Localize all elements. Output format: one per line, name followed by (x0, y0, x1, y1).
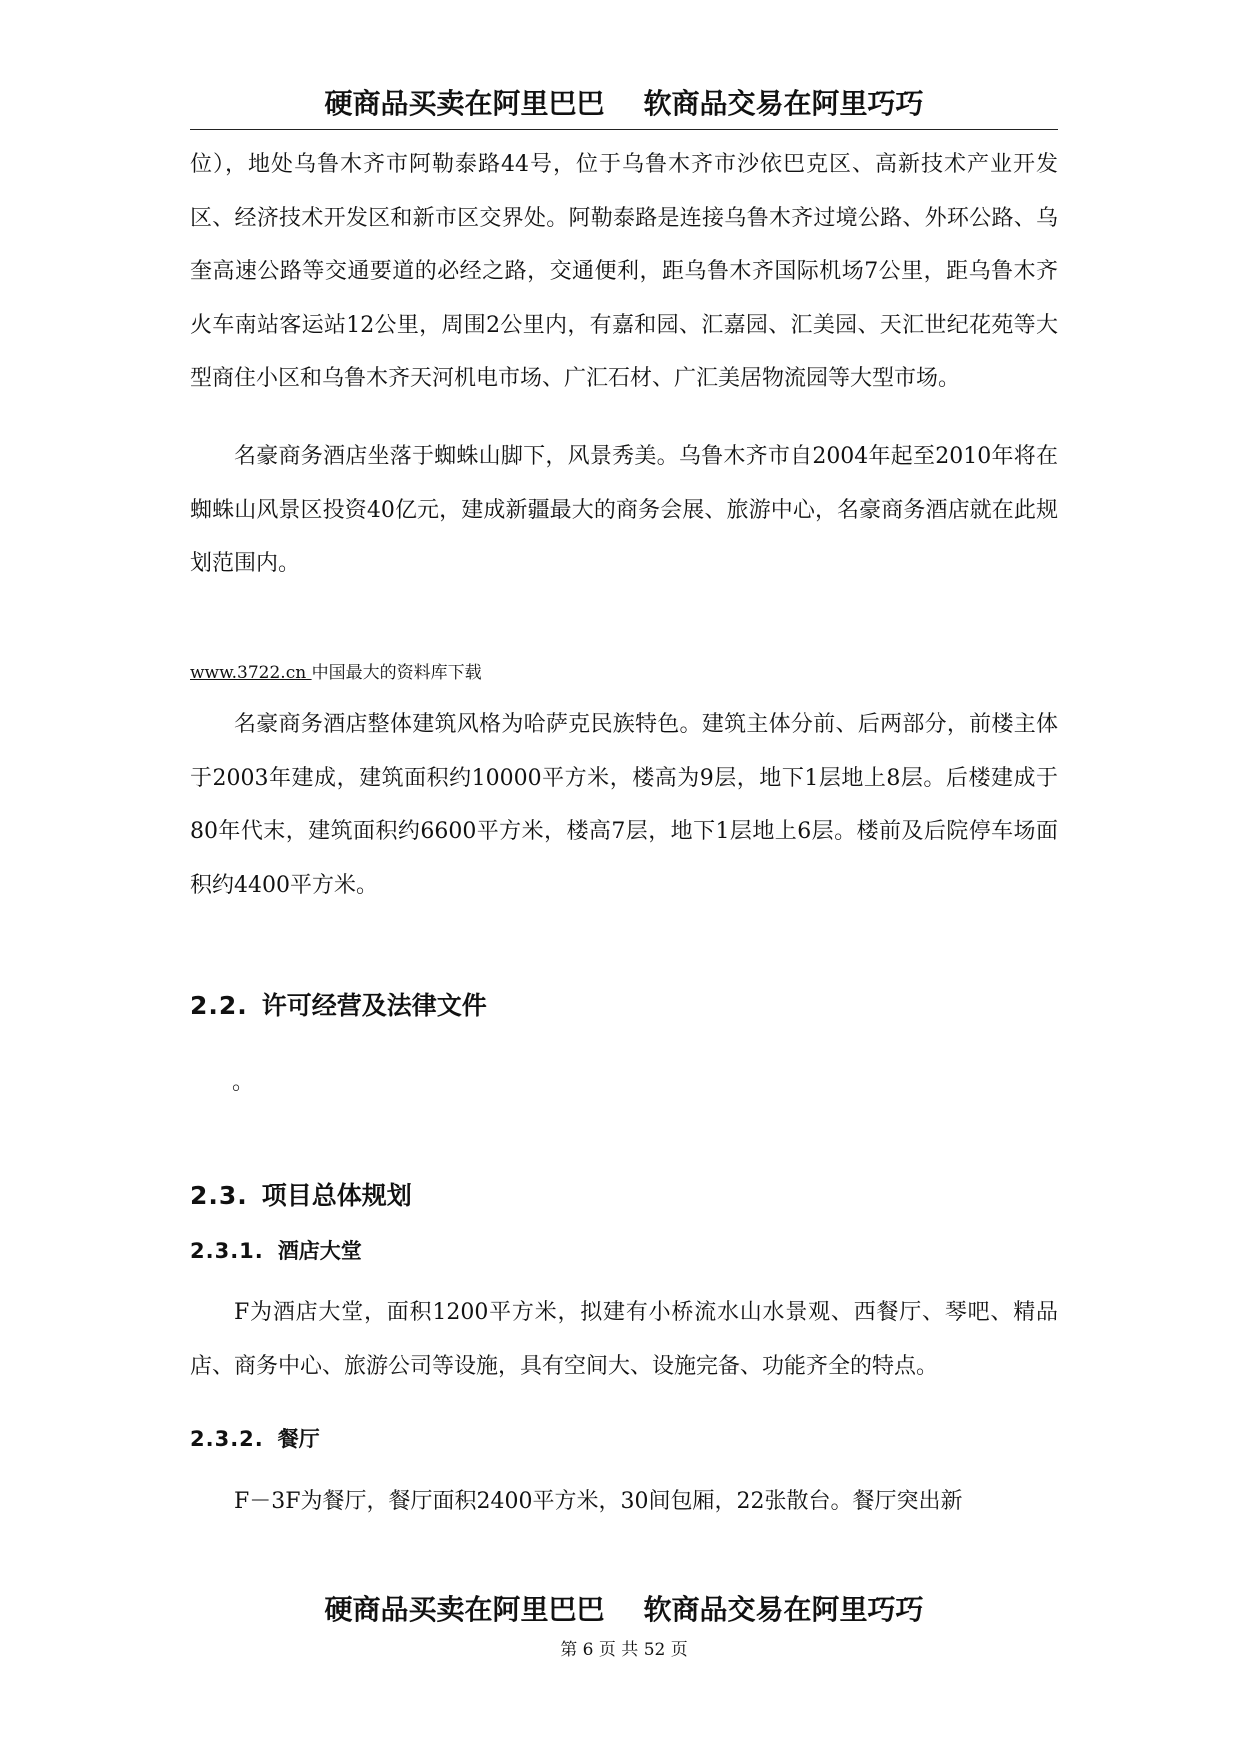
section-title: 许可经营及法律文件 (261, 991, 487, 1020)
source-text: 中国最大的资料库下载 (311, 663, 482, 683)
section-number: 2.3.2. (190, 1427, 264, 1451)
source-link[interactable]: www.3722.cn (190, 663, 312, 683)
page-header-banner: 硬商品买卖在阿里巴巴 软商品交易在阿里巧巧 (324, 87, 924, 120)
section-heading-2-3 (190, 1176, 412, 1216)
source-line (190, 658, 482, 688)
section-title: 餐厅 (277, 1427, 320, 1451)
paragraph-architecture: 名豪商务酒店整体建筑风格为哈萨克民族特色。建筑主体分前、后两部分，前楼主体于2003年建成，建筑面积约10000平方米，楼高为9层，地下1层地上8层。后楼建成于80年代末，建筑面积约6600平方米，楼高7层，地下1层地上6层。楼前及后院停车场面积约4400平方米。 (190, 712, 1058, 898)
section-title: 酒店大堂 (277, 1239, 362, 1263)
page-footer-banner: 硬商品买卖在阿里巴巴 软商品交易在阿里巧巧 (324, 1593, 924, 1626)
section-heading-2-2 (190, 986, 487, 1026)
paragraph-location: 位），地处乌鲁木齐市阿勒泰路44号，位于乌鲁木齐市沙依巴克区、高新技术产业开发区、经济技术开发区和新市区交界处。阿勒泰路是连接乌鲁木齐过境公路、外环公路、乌奎高速公路等交通要道的必经之路，交通便利，距乌鲁木齐国际机场7公里，距乌鲁木齐火车南站客运站12公里，周围2公里内，有嘉和园、汇嘉园、汇美园、天汇世纪花苑等大型商住小区和乌鲁木齐天河机电市场、广汇石材、广汇美居物流园等大型市场。 (190, 152, 1058, 391)
section-title: 项目总体规划 (261, 1181, 412, 1210)
section-heading-2-3-1 (190, 1234, 362, 1268)
header-divider (190, 129, 1058, 130)
section-number: 2.2. (190, 991, 248, 1020)
paragraph-restaurant: F－3F为餐厅，餐厅面积2400平方米，30间包厢，22张散台。餐厅突出新 (234, 1489, 963, 1514)
paragraph-lobby: F为酒店大堂，面积1200平方米，拟建有小桥流水山水景观、西餐厅、琴吧、精品店、商务中心、旅游公司等设施，具有空间大、设施完备、功能齐全的特点。 (190, 1300, 1058, 1379)
section-heading-2-3-2 (190, 1422, 320, 1456)
section-2-2-body: 。 (232, 1070, 255, 1095)
page-number: 第 6 页 共 52 页 (560, 1640, 688, 1660)
section-number: 2.3. (190, 1181, 248, 1210)
paragraph-scenery: 名豪商务酒店坐落于蜘蛛山脚下，风景秀美。乌鲁木齐市自2004年起至2010年将在蜘蛛山风景区投资40亿元，建成新疆最大的商务会展、旅游中心，名豪商务酒店就在此规划范围内。 (190, 444, 1058, 576)
section-number: 2.3.1. (190, 1239, 264, 1263)
